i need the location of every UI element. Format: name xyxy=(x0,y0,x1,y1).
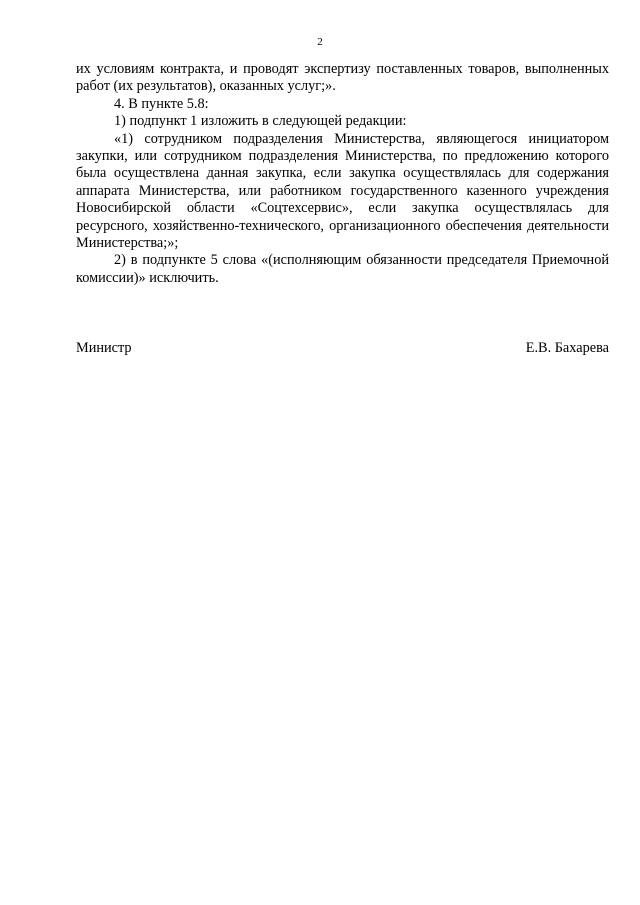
page-number: 2 xyxy=(317,36,323,48)
signatory-name: Е.В. Бахарева xyxy=(525,340,609,356)
paragraph-continuation: их условиям контракта, и проводят экспертизу поставленных товаров, выполненных работ (их результатов), оказанных услуг;». xyxy=(76,61,609,95)
document-body xyxy=(76,61,609,287)
signatory-position: Министр xyxy=(76,340,132,356)
paragraph-subitem-1: 1) подпункт 1 изложить в следующей редакции: xyxy=(114,113,407,130)
paragraph-subitem-2: 2) в подпункте 5 слова «(исполняющим обязанности председателя Приемочной комиссии)» исключить. xyxy=(76,252,609,286)
paragraph-item-4: 4. В пункте 5.8: xyxy=(114,95,209,112)
paragraph-quoted-text: «1) сотрудником подразделения Министерства, являющегося инициатором закупки, или сотрудником подразделения Министерства, по предложению которого была осуществлена данная закупка, если закупка осуществлялась для содержания аппарата Министерства, или работником государственного казенного учреждения Новосибирской области «Соцтехсервис», если закупка осуществлялась для ресурсного, хозяйственно-технического, организационного обеспечения деятельности Министерства;»; xyxy=(76,130,609,252)
signature-block xyxy=(76,340,609,357)
